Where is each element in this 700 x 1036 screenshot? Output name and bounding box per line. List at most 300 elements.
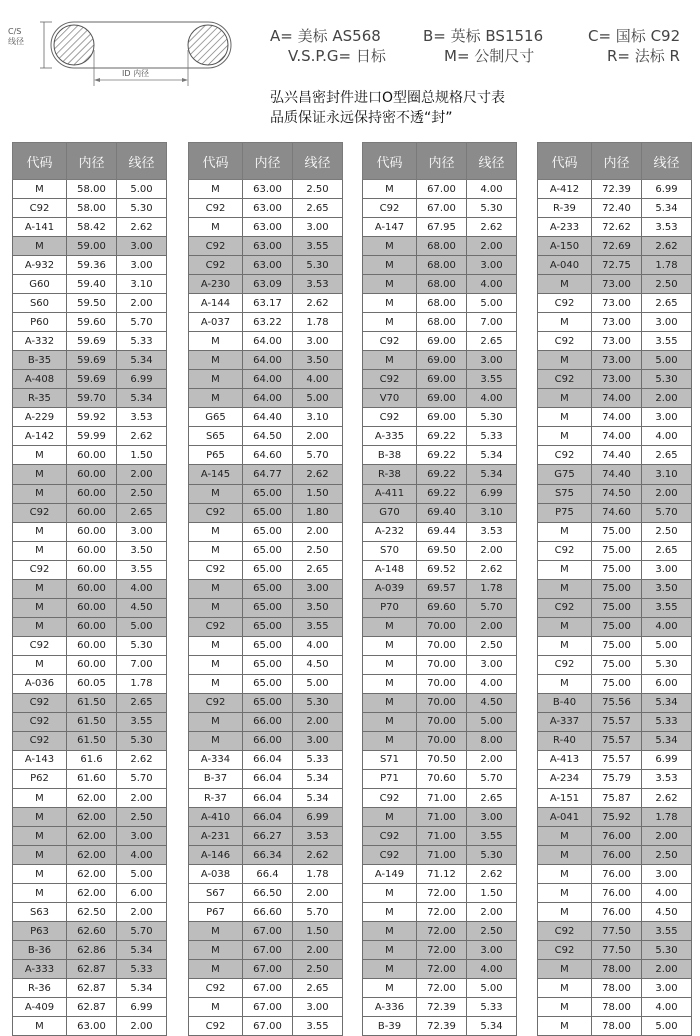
cell-inner-diameter: 68.00	[417, 256, 467, 275]
cell-inner-diameter: 64.40	[243, 408, 293, 427]
table-row	[13, 427, 167, 446]
cell-code: R-40	[538, 731, 592, 750]
cell-code: A-412	[538, 180, 592, 199]
table-row	[13, 218, 167, 237]
cell-cross-section: 1.78	[117, 674, 167, 693]
cell-code: A-038	[189, 865, 243, 884]
cell-inner-diameter: 78.00	[592, 998, 642, 1017]
cell-inner-diameter: 65.00	[243, 560, 293, 579]
cell-inner-diameter: 73.00	[592, 275, 642, 294]
table-row	[538, 789, 692, 808]
cell-inner-diameter: 60.05	[67, 674, 117, 693]
cell-code: M	[538, 617, 592, 636]
cell-inner-diameter: 65.00	[243, 636, 293, 655]
cell-inner-diameter: 72.00	[417, 941, 467, 960]
cell-inner-diameter: 70.00	[417, 674, 467, 693]
table-row	[363, 332, 517, 351]
table-row	[538, 655, 692, 674]
cell-inner-diameter: 72.69	[592, 237, 642, 256]
cell-inner-diameter: 64.00	[243, 370, 293, 389]
cell-code: M	[13, 846, 67, 865]
table-row	[189, 750, 343, 769]
cell-inner-diameter: 60.00	[67, 655, 117, 674]
cell-cross-section: 5.00	[467, 294, 517, 313]
cell-code: M	[189, 180, 243, 199]
cell-code: M	[189, 636, 243, 655]
cell-code: M	[363, 712, 417, 731]
cell-cross-section: 5.70	[293, 446, 343, 465]
cell-inner-diameter: 63.00	[67, 1017, 117, 1036]
table-row	[538, 769, 692, 788]
cell-cross-section: 4.00	[467, 674, 517, 693]
cross-section-right-icon	[188, 25, 228, 65]
table-row	[189, 789, 343, 808]
cell-cross-section: 3.53	[642, 769, 692, 788]
table-row	[363, 693, 517, 712]
cell-inner-diameter: 75.87	[592, 789, 642, 808]
cell-inner-diameter: 74.50	[592, 484, 642, 503]
cell-code: A-408	[13, 370, 67, 389]
subtitle-line2: 品质保证永远保持密不透“封”	[270, 110, 453, 126]
cell-code: M	[363, 941, 417, 960]
cell-code: M	[538, 960, 592, 979]
cell-cross-section: 5.00	[642, 636, 692, 655]
cell-cross-section: 2.00	[293, 941, 343, 960]
cell-inner-diameter: 60.00	[67, 579, 117, 598]
table-row	[538, 313, 692, 332]
cell-cross-section: 3.55	[467, 827, 517, 846]
cell-cross-section: 5.30	[642, 370, 692, 389]
cell-code: M	[538, 389, 592, 408]
cell-cross-section: 2.00	[467, 237, 517, 256]
cell-code: M	[363, 294, 417, 313]
cell-code: S67	[189, 884, 243, 903]
cell-cross-section: 2.62	[117, 427, 167, 446]
cell-code: M	[538, 313, 592, 332]
cell-inner-diameter: 71.00	[417, 808, 467, 827]
table-row	[13, 884, 167, 903]
cell-inner-diameter: 64.00	[243, 332, 293, 351]
cell-inner-diameter: 59.70	[67, 389, 117, 408]
cell-cross-section: 1.78	[467, 579, 517, 598]
cell-inner-diameter: 63.09	[243, 275, 293, 294]
cell-cross-section: 3.00	[467, 808, 517, 827]
cell-code: M	[363, 351, 417, 370]
cell-cross-section: 3.55	[293, 1017, 343, 1036]
cell-inner-diameter: 71.00	[417, 827, 467, 846]
cell-cross-section: 2.50	[117, 484, 167, 503]
table-row	[538, 903, 692, 922]
cell-code: A-234	[538, 769, 592, 788]
table-row	[13, 351, 167, 370]
table-row	[363, 294, 517, 313]
cell-code: C92	[13, 693, 67, 712]
cell-cross-section: 3.00	[642, 560, 692, 579]
cell-code: M	[538, 579, 592, 598]
cell-inner-diameter: 72.00	[417, 884, 467, 903]
cell-code: G70	[363, 503, 417, 522]
cell-code: C92	[363, 789, 417, 808]
cell-code: M	[189, 731, 243, 750]
cell-cross-section: 3.10	[117, 275, 167, 294]
cell-inner-diameter: 59.69	[67, 370, 117, 389]
table-row	[363, 750, 517, 769]
cell-cross-section: 6.00	[642, 674, 692, 693]
cell-code: P60	[13, 313, 67, 332]
cell-code: M	[538, 846, 592, 865]
cell-cross-section: 2.62	[117, 218, 167, 237]
cell-inner-diameter: 65.00	[243, 579, 293, 598]
cell-cross-section: 2.65	[642, 541, 692, 560]
cell-code: B-35	[13, 351, 67, 370]
cell-inner-diameter: 62.00	[67, 827, 117, 846]
cell-inner-diameter: 74.00	[592, 408, 642, 427]
cell-cross-section: 4.50	[117, 598, 167, 617]
table-row	[538, 808, 692, 827]
table-row	[13, 655, 167, 674]
subtitle-line1: 弘兴昌密封件进口O型圈总规格尺寸表	[270, 90, 506, 106]
table-row	[538, 465, 692, 484]
cell-inner-diameter: 72.39	[417, 1017, 467, 1036]
table-row	[538, 275, 692, 294]
cell-code: C92	[538, 655, 592, 674]
cell-cross-section: 4.50	[293, 655, 343, 674]
cell-cross-section: 5.70	[293, 903, 343, 922]
cell-cross-section: 1.50	[293, 484, 343, 503]
table-row	[363, 922, 517, 941]
cell-cross-section: 2.00	[117, 903, 167, 922]
cell-cross-section: 2.50	[467, 922, 517, 941]
table-row	[189, 998, 343, 1017]
table-row	[363, 465, 517, 484]
cell-cross-section: 2.00	[293, 884, 343, 903]
table-row	[13, 789, 167, 808]
cell-cross-section: 5.30	[293, 256, 343, 275]
cell-inner-diameter: 59.50	[67, 294, 117, 313]
table-row	[189, 560, 343, 579]
cell-cross-section: 2.65	[117, 503, 167, 522]
cell-inner-diameter: 75.56	[592, 693, 642, 712]
cell-inner-diameter: 60.00	[67, 636, 117, 655]
cell-inner-diameter: 69.50	[417, 541, 467, 560]
table-row	[189, 370, 343, 389]
cell-code: A-334	[189, 750, 243, 769]
cell-code: M	[363, 808, 417, 827]
cell-code: A-144	[189, 294, 243, 313]
table-row	[189, 674, 343, 693]
table-row	[189, 294, 343, 313]
table-row	[538, 294, 692, 313]
header-inner-diameter: 内径	[417, 143, 467, 180]
table-row	[189, 655, 343, 674]
cell-code: P71	[363, 769, 417, 788]
table-row	[363, 199, 517, 218]
cell-cross-section: 2.62	[467, 218, 517, 237]
cell-cross-section: 3.53	[117, 408, 167, 427]
cell-code: M	[538, 351, 592, 370]
table-row	[538, 484, 692, 503]
cell-code: M	[13, 180, 67, 199]
cell-cross-section: 6.99	[642, 180, 692, 199]
cell-inner-diameter: 70.00	[417, 693, 467, 712]
cell-code: A-336	[363, 998, 417, 1017]
cell-cross-section: 3.00	[467, 941, 517, 960]
table-row	[363, 789, 517, 808]
cell-code: A-151	[538, 789, 592, 808]
cell-inner-diameter: 72.39	[592, 180, 642, 199]
cell-inner-diameter: 75.00	[592, 522, 642, 541]
cell-code: B-36	[13, 941, 67, 960]
cell-code: M	[189, 389, 243, 408]
table-row	[189, 769, 343, 788]
cell-inner-diameter: 74.40	[592, 446, 642, 465]
table-row	[363, 865, 517, 884]
cell-code: M	[13, 541, 67, 560]
cell-code: M	[363, 731, 417, 750]
cell-code: P63	[13, 922, 67, 941]
cell-cross-section: 4.00	[642, 884, 692, 903]
cell-inner-diameter: 75.00	[592, 541, 642, 560]
header-code: 代码	[363, 143, 417, 180]
cell-inner-diameter: 62.87	[67, 979, 117, 998]
table-row	[363, 389, 517, 408]
cell-inner-diameter: 73.00	[592, 313, 642, 332]
cell-cross-section: 3.55	[642, 332, 692, 351]
cell-inner-diameter: 72.39	[417, 998, 467, 1017]
table-row	[363, 617, 517, 636]
cell-cross-section: 8.00	[467, 731, 517, 750]
table-row	[13, 522, 167, 541]
cell-cross-section: 2.50	[467, 636, 517, 655]
table-row	[189, 827, 343, 846]
table-row	[13, 903, 167, 922]
cell-code: M	[13, 827, 67, 846]
table-row	[189, 541, 343, 560]
cell-cross-section: 3.10	[642, 465, 692, 484]
cell-inner-diameter: 60.00	[67, 541, 117, 560]
cell-cross-section: 5.00	[467, 979, 517, 998]
cell-inner-diameter: 72.62	[592, 218, 642, 237]
cell-inner-diameter: 67.00	[243, 960, 293, 979]
cell-cross-section: 2.65	[117, 693, 167, 712]
cell-inner-diameter: 62.50	[67, 903, 117, 922]
table-row	[538, 1017, 692, 1036]
table-row	[363, 427, 517, 446]
cell-cross-section: 5.70	[117, 313, 167, 332]
cell-code: M	[363, 884, 417, 903]
cell-cross-section: 5.00	[117, 865, 167, 884]
cell-inner-diameter: 68.00	[417, 275, 467, 294]
cell-cross-section: 2.00	[117, 294, 167, 313]
cell-inner-diameter: 69.22	[417, 427, 467, 446]
header-cross-section: 线径	[467, 143, 517, 180]
cell-code: C92	[363, 370, 417, 389]
cell-inner-diameter: 67.00	[243, 998, 293, 1017]
table-row	[189, 237, 343, 256]
cell-inner-diameter: 72.00	[417, 960, 467, 979]
cell-inner-diameter: 75.57	[592, 750, 642, 769]
cell-inner-diameter: 65.00	[243, 655, 293, 674]
table-row	[363, 731, 517, 750]
o-ring-diagram	[8, 10, 258, 90]
table-row	[538, 522, 692, 541]
cell-code: M	[538, 827, 592, 846]
cell-code: M	[538, 979, 592, 998]
cell-inner-diameter: 66.50	[243, 884, 293, 903]
cell-cross-section: 5.70	[467, 598, 517, 617]
cell-inner-diameter: 76.00	[592, 865, 642, 884]
table-row	[363, 541, 517, 560]
cell-inner-diameter: 58.00	[67, 180, 117, 199]
cell-inner-diameter: 60.00	[67, 484, 117, 503]
cell-cross-section: 5.00	[293, 389, 343, 408]
cell-inner-diameter: 69.00	[417, 332, 467, 351]
cell-cross-section: 2.00	[293, 427, 343, 446]
cell-code: C92	[13, 712, 67, 731]
cell-inner-diameter: 59.69	[67, 351, 117, 370]
table-row	[538, 427, 692, 446]
table-row	[13, 731, 167, 750]
cell-inner-diameter: 63.00	[243, 256, 293, 275]
cell-code: S70	[363, 541, 417, 560]
cell-inner-diameter: 76.00	[592, 846, 642, 865]
cell-cross-section: 5.33	[117, 960, 167, 979]
cell-code: M	[189, 598, 243, 617]
table-row	[363, 313, 517, 332]
cell-code: M	[363, 275, 417, 294]
cell-cross-section: 2.65	[293, 979, 343, 998]
cell-code: B-39	[363, 1017, 417, 1036]
cell-cross-section: 3.50	[117, 541, 167, 560]
cell-inner-diameter: 60.00	[67, 560, 117, 579]
cell-code: M	[363, 960, 417, 979]
cell-inner-diameter: 62.87	[67, 960, 117, 979]
cell-cross-section: 2.00	[642, 827, 692, 846]
table-row	[363, 979, 517, 998]
table-row	[13, 541, 167, 560]
table-row	[13, 808, 167, 827]
cell-cross-section: 2.65	[293, 199, 343, 218]
table-row	[13, 465, 167, 484]
cell-code: M	[13, 808, 67, 827]
cell-code: C92	[538, 941, 592, 960]
cell-cross-section: 6.99	[293, 808, 343, 827]
cell-inner-diameter: 70.00	[417, 655, 467, 674]
table-row	[363, 351, 517, 370]
cell-code: C92	[13, 560, 67, 579]
cell-inner-diameter: 59.40	[67, 275, 117, 294]
cell-cross-section: 3.00	[117, 256, 167, 275]
table-row	[538, 332, 692, 351]
legend-m: M= 公制尺寸	[444, 47, 535, 65]
cell-inner-diameter: 66.04	[243, 789, 293, 808]
table-row	[13, 389, 167, 408]
cell-cross-section: 1.50	[293, 922, 343, 941]
cell-inner-diameter: 63.00	[243, 237, 293, 256]
cell-code: R-37	[189, 789, 243, 808]
cell-cross-section: 2.00	[293, 712, 343, 731]
table-row	[13, 313, 167, 332]
cell-inner-diameter: 68.00	[417, 294, 467, 313]
cell-code: M	[13, 617, 67, 636]
cell-code: M	[363, 237, 417, 256]
cell-inner-diameter: 75.00	[592, 579, 642, 598]
table-row	[538, 408, 692, 427]
cell-cross-section: 3.55	[117, 712, 167, 731]
cell-cross-section: 1.78	[642, 808, 692, 827]
cell-code: R-39	[538, 199, 592, 218]
cell-cross-section: 4.00	[293, 636, 343, 655]
cell-inner-diameter: 72.75	[592, 256, 642, 275]
header-inner-diameter: 内径	[592, 143, 642, 180]
cell-inner-diameter: 69.40	[417, 503, 467, 522]
cell-code: C92	[363, 332, 417, 351]
cell-code: M	[13, 789, 67, 808]
cell-inner-diameter: 63.17	[243, 294, 293, 313]
cell-code: C92	[363, 827, 417, 846]
table-row	[13, 693, 167, 712]
cell-inner-diameter: 66.04	[243, 769, 293, 788]
table-row	[13, 617, 167, 636]
cell-code: M	[13, 884, 67, 903]
table-row	[13, 979, 167, 998]
table-row	[538, 979, 692, 998]
cell-code: G65	[189, 408, 243, 427]
cell-inner-diameter: 68.00	[417, 313, 467, 332]
table-row	[538, 884, 692, 903]
cell-inner-diameter: 67.00	[243, 1017, 293, 1036]
cell-code: C92	[13, 199, 67, 218]
cell-inner-diameter: 65.00	[243, 503, 293, 522]
cell-code: M	[13, 465, 67, 484]
cell-cross-section: 3.00	[642, 313, 692, 332]
legend-c: C= 国标 C92	[588, 27, 681, 45]
table-row	[538, 636, 692, 655]
table-row	[13, 560, 167, 579]
cell-code: M	[538, 903, 592, 922]
table-row	[363, 769, 517, 788]
cell-cross-section: 5.70	[117, 769, 167, 788]
table-row	[13, 922, 167, 941]
table-row	[189, 408, 343, 427]
table-row	[363, 808, 517, 827]
cell-code: S65	[189, 427, 243, 446]
cell-inner-diameter: 71.00	[417, 846, 467, 865]
cell-cross-section: 3.00	[293, 998, 343, 1017]
cell-cross-section: 7.00	[117, 655, 167, 674]
cell-cross-section: 5.30	[467, 846, 517, 865]
table-row	[13, 408, 167, 427]
table-row	[13, 180, 167, 199]
cell-cross-section: 3.10	[467, 503, 517, 522]
cell-cross-section: 4.00	[467, 180, 517, 199]
table-row	[189, 218, 343, 237]
cell-cross-section: 2.50	[293, 541, 343, 560]
cell-code: C92	[538, 446, 592, 465]
cell-code: M	[13, 522, 67, 541]
cell-cross-section: 2.50	[642, 846, 692, 865]
cell-code: M	[189, 218, 243, 237]
legend-b: B= 英标 BS1516	[423, 27, 544, 45]
cell-cross-section: 3.50	[293, 598, 343, 617]
cell-cross-section: 2.00	[117, 465, 167, 484]
table-row	[363, 846, 517, 865]
cell-inner-diameter: 64.00	[243, 389, 293, 408]
table-row	[538, 598, 692, 617]
cell-code: A-041	[538, 808, 592, 827]
cell-inner-diameter: 67.00	[243, 979, 293, 998]
cell-code: A-039	[363, 579, 417, 598]
